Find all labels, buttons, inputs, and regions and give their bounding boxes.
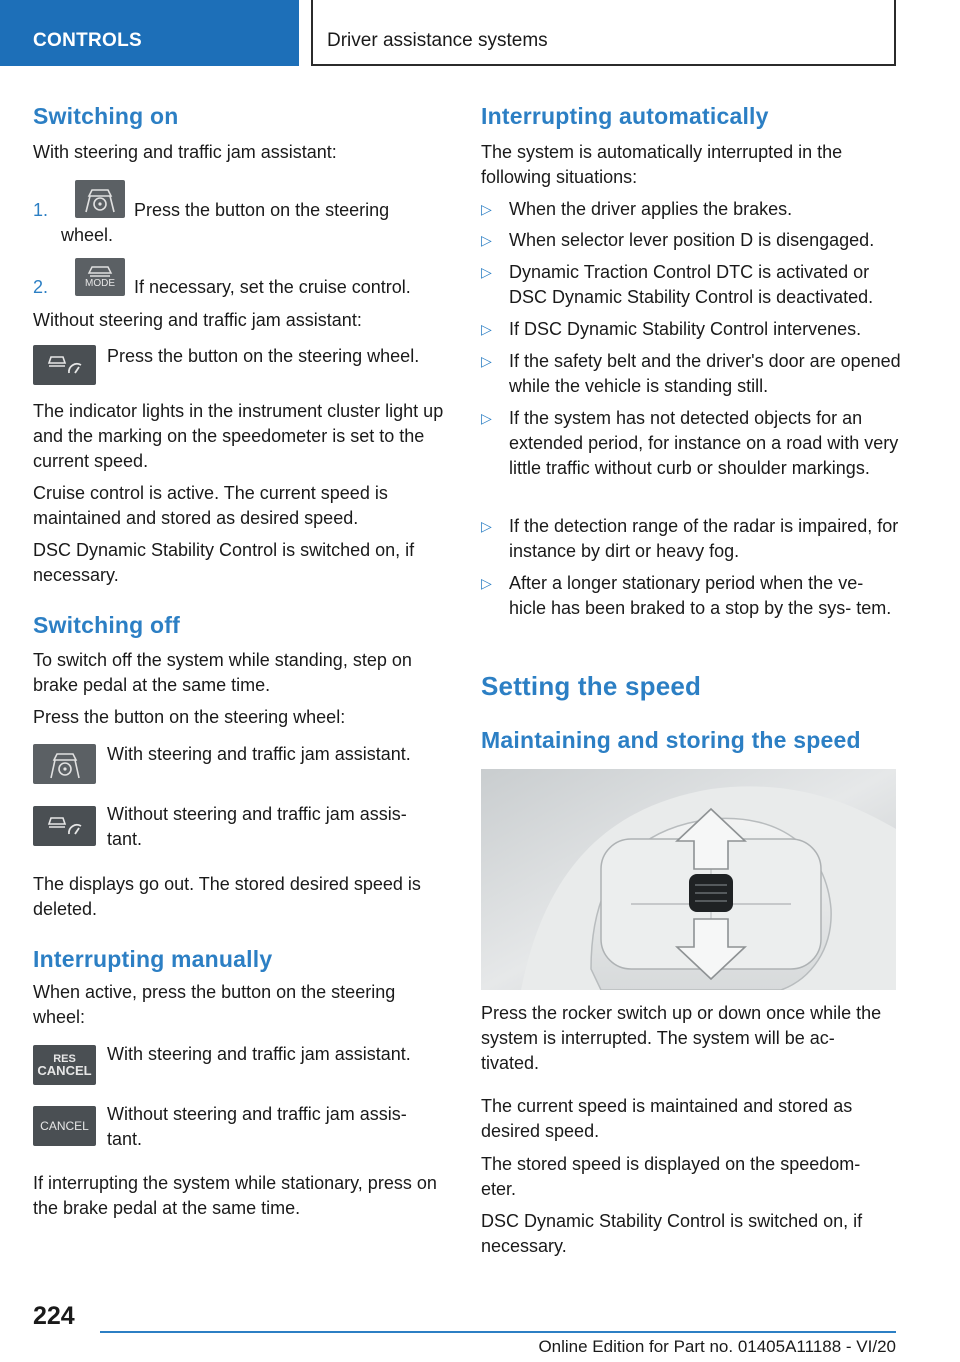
header-section-tab bbox=[0, 0, 299, 66]
cruise-control-icon bbox=[45, 814, 85, 838]
heading-interrupting-automatically: Interrupting automatically bbox=[481, 103, 769, 129]
setting-speed-para4: DSC Dynamic Stability Control is switched on, if necessary. bbox=[481, 1211, 863, 1256]
switching-off-opt2a: Without steering and traffic jam assis- bbox=[107, 804, 407, 824]
step-1-text: Press the button on the steering bbox=[134, 200, 390, 220]
page-number: 224 bbox=[33, 1302, 75, 1330]
steering-assist-button-image-2 bbox=[33, 744, 96, 784]
cancel-button-image bbox=[33, 1106, 96, 1146]
interrupting-manually-opt2b: tant. bbox=[107, 1129, 143, 1149]
res-label: RES bbox=[53, 1053, 76, 1065]
bullet-marker-icon: ▷ bbox=[481, 232, 492, 248]
cancel-label-2: CANCEL bbox=[40, 1119, 89, 1133]
list-item-text: Dynamic Traction Control DTC is activated or DSC Dynamic Stability Control is deactivated. bbox=[509, 262, 874, 307]
setting-speed-para1: Press the rocker switch up or down once while the system is interrupted. The system will be ac- tivated. bbox=[481, 1003, 882, 1073]
bullet-marker-icon: ▷ bbox=[481, 353, 492, 369]
cruise-control-icon bbox=[45, 353, 85, 377]
bullet-marker-icon: ▷ bbox=[481, 264, 492, 280]
heading-setting-speed: Setting the speed bbox=[481, 671, 702, 701]
footer-divider bbox=[100, 1331, 896, 1333]
rocker-switch-photo bbox=[481, 769, 896, 990]
step-2 bbox=[33, 258, 451, 300]
switching-on-intro: With steering and traffic jam assistant: bbox=[33, 142, 337, 162]
interrupting-manually-opt2a: Without steering and traffic jam assis- bbox=[107, 1104, 407, 1124]
list-item-text: If the safety belt and the driver's door are opened while the vehicle is standing still. bbox=[509, 351, 901, 396]
heading-maintaining-storing: Maintaining and storing the speed bbox=[481, 727, 861, 753]
without-assistant-intro: Without steering and traffic jam assistant: bbox=[33, 310, 362, 330]
steering-assist-icon bbox=[45, 748, 85, 780]
rocker-switch-image bbox=[481, 769, 896, 990]
cruise-button-image bbox=[33, 345, 96, 385]
list-item-text: If the system has not detected objects for an extended period, for instance on a road with very little traffic without curb or shoulder markings. bbox=[509, 408, 899, 478]
list-item-text: If DSC Dynamic Stability Control intervenes. bbox=[509, 319, 862, 339]
list-item-text: If the detection range of the radar is impaired, for instance by dirt or heavy fog. bbox=[509, 516, 899, 561]
interrupting-manually-para1: When active, press the button on the steering wheel: bbox=[33, 982, 396, 1027]
heading-switching-off: Switching off bbox=[33, 612, 180, 638]
steering-assist-button-image bbox=[75, 180, 125, 218]
bullet-marker-icon: ▷ bbox=[481, 321, 492, 337]
mode-label: MODE bbox=[85, 278, 115, 289]
switching-off-opt1: With steering and traffic jam assistant. bbox=[107, 744, 411, 764]
setting-speed-para2: The current speed is maintained and stored as desired speed. bbox=[481, 1096, 853, 1141]
interrupting-auto-intro: The system is automatically interrupted in the following situations: bbox=[481, 142, 843, 187]
footer-edition: Online Edition for Part no. 01405A11188 - VI/20 bbox=[538, 1337, 896, 1356]
bullet-marker-icon: ▷ bbox=[481, 201, 492, 217]
switching-off-para2: Press the button on the steering wheel: bbox=[33, 707, 346, 727]
list-item-text: When selector lever position D is disengaged. bbox=[509, 230, 875, 250]
switching-off-para3: The displays go out. The stored desired speed is deleted. bbox=[33, 874, 421, 919]
header-section-label: CONTROLS bbox=[33, 30, 143, 51]
interrupting-manually-opt1: With steering and traffic jam assistant. bbox=[107, 1044, 411, 1064]
list-item-text: After a longer stationary period when the ve- hicle has been braked to a stop by the sys- tem. bbox=[509, 573, 892, 618]
heading-switching-on: Switching on bbox=[33, 103, 179, 129]
interrupting-manually-para2: If interrupting the system while stationary, press on the brake pedal at the same time. bbox=[33, 1173, 437, 1218]
bullet-marker-icon: ▷ bbox=[481, 410, 492, 426]
setting-speed-para3: The stored speed is displayed on the speedom- eter. bbox=[481, 1154, 861, 1199]
list-item-text: When the driver applies the brakes. bbox=[509, 199, 793, 219]
cancel-label: CANCEL bbox=[37, 1063, 92, 1078]
mode-button-image bbox=[75, 258, 125, 296]
cruise-button-image-2 bbox=[33, 806, 96, 846]
switching-on-para3: DSC Dynamic Stability Control is switched on, if necessary. bbox=[33, 540, 415, 585]
car-front-icon bbox=[85, 264, 115, 278]
switching-off-opt2b: tant. bbox=[107, 829, 143, 849]
bullet-marker-icon: ▷ bbox=[481, 518, 492, 534]
switching-off-para1: To switch off the system while standing, step on brake pedal at the same time. bbox=[33, 650, 412, 695]
step-1-text-cont: wheel. bbox=[61, 225, 114, 245]
without-button-text: Press the button on the steering wheel. bbox=[107, 346, 420, 366]
res-cancel-button-image bbox=[33, 1045, 96, 1085]
step-2-number: 2. bbox=[33, 277, 49, 297]
step-2-text: If necessary, set the cruise control. bbox=[134, 277, 411, 297]
switching-on-para1: The indicator lights in the instrument cluster light up and the marking on the speedometer is set to the current speed. bbox=[33, 401, 444, 471]
steering-assist-icon bbox=[80, 184, 120, 214]
step-1 bbox=[33, 180, 451, 250]
switching-on-para2: Cruise control is active. The current speed is maintained and stored as desired speed. bbox=[33, 483, 388, 528]
header-chapter-box bbox=[311, 0, 896, 66]
header-chapter-label: Driver assistance systems bbox=[327, 30, 548, 51]
bullet-marker-icon: ▷ bbox=[481, 575, 492, 591]
step-1-number: 1. bbox=[33, 200, 49, 220]
heading-interrupting-manually: Interrupting manually bbox=[33, 946, 273, 972]
